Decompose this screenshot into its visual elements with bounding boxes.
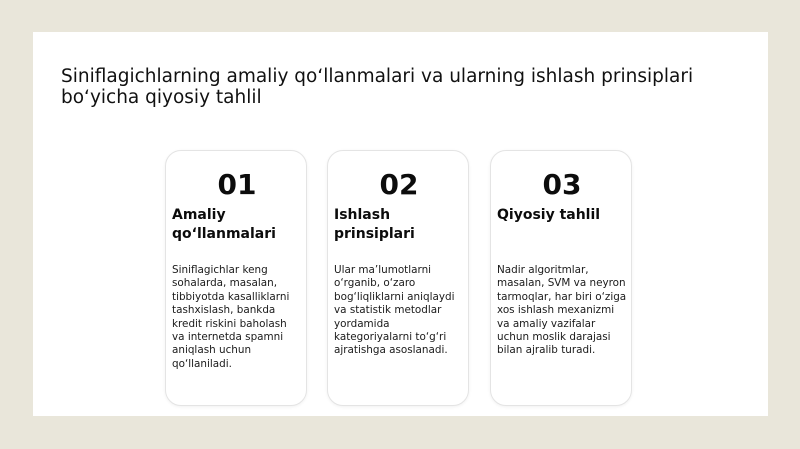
slide-title: Siniflagichlarning amaliy qo‘llanmalari va ularning ishlash prinsiplari bo‘yicha qiyosiy tahlil [61,66,694,108]
card-description: Nadir algoritmlar, masalan, SVM va neyron tarmoqlar, har biri o‘ziga xos ishlash mexanizmi va amaliy vazifalar uchun moslik darajasi bilan ajralib turadi. [497,264,627,357]
card-description: Siniflagichlar keng sohalarda, masalan, tibbiyotda kasalliklarni tashxislash, bankda kredit riskini baholash va internetda spamni aniqlash uchun qo‘llaniladi. [172,264,290,370]
card-description: Ular ma’lumotlarni o‘rganib, o‘zaro bog‘liqliklarni aniqlaydi va statistik metodlar yordamida kategoriyalarni to‘g‘ri ajratishga asoslanadi. [334,264,455,357]
card-applications [165,150,307,406]
card-heading: Qiyosiy tahlil [497,207,601,223]
card-number: 02 [379,168,419,201]
card-heading: Amaliy qo‘llanmalari [172,207,276,242]
card-principles [327,150,469,406]
card-number: 01 [217,168,257,201]
slide [33,32,768,416]
card-heading: Ishlash prinsiplari [334,207,415,242]
card-number: 03 [542,168,582,201]
card-comparison [490,150,632,406]
